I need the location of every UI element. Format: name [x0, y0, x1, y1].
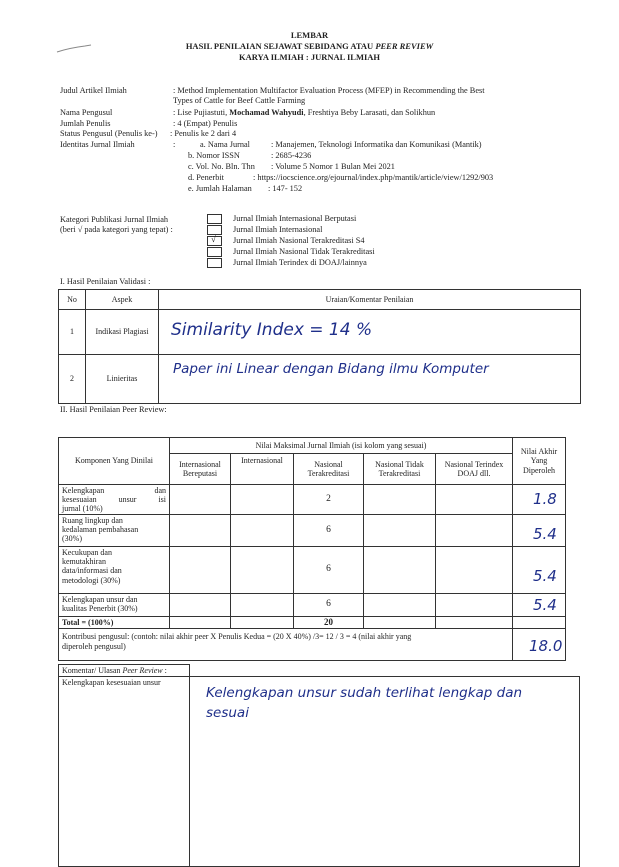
pengusul-bold: Mochamad Wahyudi: [229, 108, 304, 117]
penerbit-link[interactable]: : https://iocscience.org/ejournal/index.php/mantik/article/view/1292/903: [253, 173, 494, 182]
status-label: Status Pengusul (Penulis ke-): [60, 129, 158, 138]
col-nasional-terindex: Nasional Terindex DOAJ dll.: [435, 453, 513, 485]
review-row-1-label-l1a: Kelengkapan: [62, 486, 105, 495]
judul-label: Judul Artikel Ilmiah: [60, 86, 127, 95]
pen-stroke-icon: [55, 42, 95, 56]
review-row-2-label-l2: kedalaman pembahasan: [62, 525, 139, 535]
col-nasional-tidak-terakreditasi: Nasional Tidak Terakreditasi: [363, 453, 436, 485]
komentar-label-italic: Peer Review: [122, 666, 163, 675]
kategori-option-5: Jurnal Ilmiah Terindex di DOAJ/lainnya: [233, 258, 367, 267]
review-row-2-col-5: [435, 514, 513, 547]
pengusul-prefix: : Lise Pujiastuti,: [173, 108, 230, 117]
review-row-4-label-l1: Kelengkapan unsur dan: [62, 595, 138, 604]
kategori-option-4: Jurnal Ilmiah Nasional Tidak Terakreditasi: [233, 247, 375, 256]
validasi-row-1-no: 1: [58, 309, 86, 355]
review-row-4-col-5: [435, 593, 513, 617]
review-row-1-col-5: [435, 484, 513, 515]
col-internasional-bereputasi: Internasional Bereputasi: [169, 453, 231, 485]
halaman-label: e. Jumlah Halaman: [188, 184, 252, 193]
validasi-header-uraian: Uraian/Komentar Penilaian: [158, 289, 581, 310]
review-row-1-col-2: [230, 484, 294, 515]
volume-label: c. Vol. No. Bln. Thn: [188, 162, 255, 171]
kontribusi-line-2: diperoleh pengusul): [62, 642, 126, 651]
review-row-2-col-1: [169, 514, 231, 547]
validasi-row-2-no: 2: [58, 354, 86, 404]
issn-value: : 2685-4236: [271, 151, 312, 160]
total-label: Total = (100%): [58, 616, 170, 629]
review-row-3-label-l4: metodologi (30%): [62, 575, 121, 585]
status-value: : Penulis ke 2 dari 4: [170, 129, 237, 138]
review-row-3-score: 5.4: [533, 567, 557, 585]
review-row-1-label-l3: jurnal (10%): [62, 504, 103, 514]
review-row-1-score: 1.8: [533, 490, 557, 508]
review-row-3-label-l1: Kecukupan dan: [62, 548, 112, 557]
validasi-row-1-comment-cell: [158, 309, 581, 355]
pengusul-label: Nama Pengusul: [60, 108, 113, 117]
kategori-label-2: (beri √ pada kategori yang tepat) :: [60, 225, 173, 234]
review-row-1-col-1: [169, 484, 231, 515]
validasi-header-no: No: [58, 289, 86, 310]
jumlah-value: : 4 (Empat) Penulis: [173, 119, 238, 128]
validasi-title: I. Hasil Penilaian Validasi :: [60, 277, 151, 286]
judul-value-1: : Method Implementation Multifactor Evaluation Process (MFEP) in Recommending the Best: [173, 86, 485, 95]
review-row-2-col-2: [230, 514, 294, 547]
pengusul-value: [173, 108, 435, 118]
komentar-label-colon: :: [162, 666, 167, 675]
kategori-option-2: Jurnal Ilmiah Internasional: [233, 225, 323, 234]
jumlah-label: Jumlah Penulis: [60, 119, 111, 128]
nama-jurnal-label: a. Nama Jurnal: [200, 140, 250, 149]
review-row-2-score-cell: [512, 514, 566, 547]
review-row-3-value: 6: [293, 546, 364, 594]
total-value: 20: [293, 616, 364, 629]
review-row-3-col-1: [169, 546, 231, 594]
header-line-2-main: HASIL PENILAIAN SEJAWAT SEBIDANG ATAU: [185, 41, 376, 51]
review-row-2-label: [58, 514, 170, 547]
review-row-1-label-l2a: kesesuaian: [62, 495, 97, 505]
nilai-maksimal-header: Nilai Maksimal Jurnal Ilmiah (isi kolom yang sesuai): [169, 437, 513, 454]
validasi-row-1-aspek: Indikasi Plagiasi: [85, 309, 159, 355]
plagiasi-comment: Similarity Index = 14 %: [171, 320, 373, 340]
review-row-4-score-cell: [512, 593, 566, 617]
review-row-3-label: [58, 546, 170, 594]
kategori-mark-3: √: [211, 234, 216, 244]
kategori-checkbox-4[interactable]: [207, 247, 222, 257]
review-row-3-col-5: [435, 546, 513, 594]
kelengkapan-comment-2: sesuai: [206, 705, 249, 721]
kelengkapan-comment-cell: [189, 676, 580, 867]
validasi-row-2-aspek: Linieritas: [85, 354, 159, 404]
review-row-1-label: [58, 484, 170, 515]
review-row-3-col-4: [363, 546, 436, 594]
linieritas-comment: Paper ini Linear dengan Bidang ilmu Komputer: [173, 361, 489, 377]
kategori-option-3: Jurnal Ilmiah Nasional Terakreditasi S4: [233, 236, 365, 245]
penerbit-label: d. Penerbit: [188, 173, 224, 182]
review-row-4-col-4: [363, 593, 436, 617]
review-row-4-score: 5.4: [533, 596, 557, 614]
header-line-1: LEMBAR: [290, 30, 329, 40]
volume-value: : Volume 5 Nomor 1 Bulan Mei 2021: [271, 162, 395, 171]
review-row-4-label: [58, 593, 170, 617]
kelengkapan-label: Kelengkapan kesesuaian unsur: [62, 678, 161, 687]
kategori-label-1: Kategori Publikasi Jurnal Ilmiah: [60, 215, 169, 224]
review-row-3-col-2: [230, 546, 294, 594]
col-nasional-terakreditasi: Nasional Terakreditasi: [293, 453, 364, 485]
review-row-1-label-l1b: dan: [154, 486, 166, 495]
pengusul-suffix: , Freshtiya Beby Larasati, dan Solikhun: [303, 108, 436, 117]
review-row-4-col-1: [169, 593, 231, 617]
col-internasional: Internasional: [230, 453, 294, 485]
review-row-4-col-2: [230, 593, 294, 617]
review-row-2-value: 6: [293, 514, 364, 547]
halaman-value: : 147- 152: [268, 184, 303, 193]
kontribusi-cell: [58, 628, 513, 661]
review-row-2-label-l3: (30%): [62, 534, 82, 544]
validasi-header-aspek: Aspek: [85, 289, 159, 310]
review-row-2-label-l1: Ruang lingkup dan: [62, 516, 123, 525]
kontribusi-score: 18.0: [529, 637, 563, 655]
kategori-checkbox-5[interactable]: [207, 258, 222, 268]
review-row-3-label-l2: kemutakhiran: [62, 557, 106, 567]
identitas-colon: :: [173, 140, 176, 149]
review-row-3-label-l3: data/informasi dan: [62, 566, 122, 576]
header-line-3: KARYA ILMIAH : JURNAL ILMIAH: [238, 52, 381, 62]
komentar-label-main: Komentar/ Ulasan: [62, 666, 123, 675]
review-row-4-label-l2: kualitas Penerbit (30%): [62, 604, 138, 614]
review-row-2-col-4: [363, 514, 436, 547]
review-row-1-label-l2b: unsur: [118, 495, 137, 505]
review-row-1-label-l2c: isi: [158, 495, 166, 505]
review-row-3-score-cell: [512, 546, 566, 594]
kategori-checkbox-3[interactable]: [207, 236, 222, 246]
kelengkapan-label-cell: [58, 676, 190, 867]
review-row-1-col-4: [363, 484, 436, 515]
kontribusi-line-1: Kontribusi pengusul: (contoh: nilai akhir peer X Penulis Kedua = (20 X 40%) /3= 12 / 3 = 4 (nilai akhir yang: [62, 632, 412, 641]
kontribusi-score-cell: [512, 628, 566, 661]
kategori-option-1: Jurnal Ilmiah Internasional Berputasi: [233, 214, 357, 223]
validasi-row-2-comment-cell: [158, 354, 581, 404]
review-row-2-score: 5.4: [533, 525, 557, 543]
review-row-1-value: 2: [293, 484, 364, 515]
review-row-1-score-cell: [512, 484, 566, 515]
identitas-label: Identitas Jurnal Ilmiah: [60, 140, 135, 149]
nilai-akhir-header: Nilai Akhir Yang Diperoleh: [512, 437, 566, 485]
header-line-2-italic: PEER REVIEW: [375, 41, 434, 51]
nama-jurnal-value: : Manajemen, Teknologi Informatika dan Komunikasi (Mantik): [271, 140, 482, 149]
review-title: II. Hasil Penilaian Peer Review:: [60, 405, 167, 414]
issn-label: b. Nomor ISSN: [188, 151, 240, 160]
review-row-4-value: 6: [293, 593, 364, 617]
komponen-header: Komponen Yang Dinilai: [58, 437, 170, 485]
kategori-checkbox-1[interactable]: [207, 214, 222, 224]
komentar-label: [62, 666, 167, 676]
kelengkapan-comment-1: Kelengkapan unsur sudah terlihat lengkap dan: [206, 685, 523, 701]
judul-value-2: Types of Cattle for Beef Cattle Farming: [173, 96, 306, 105]
